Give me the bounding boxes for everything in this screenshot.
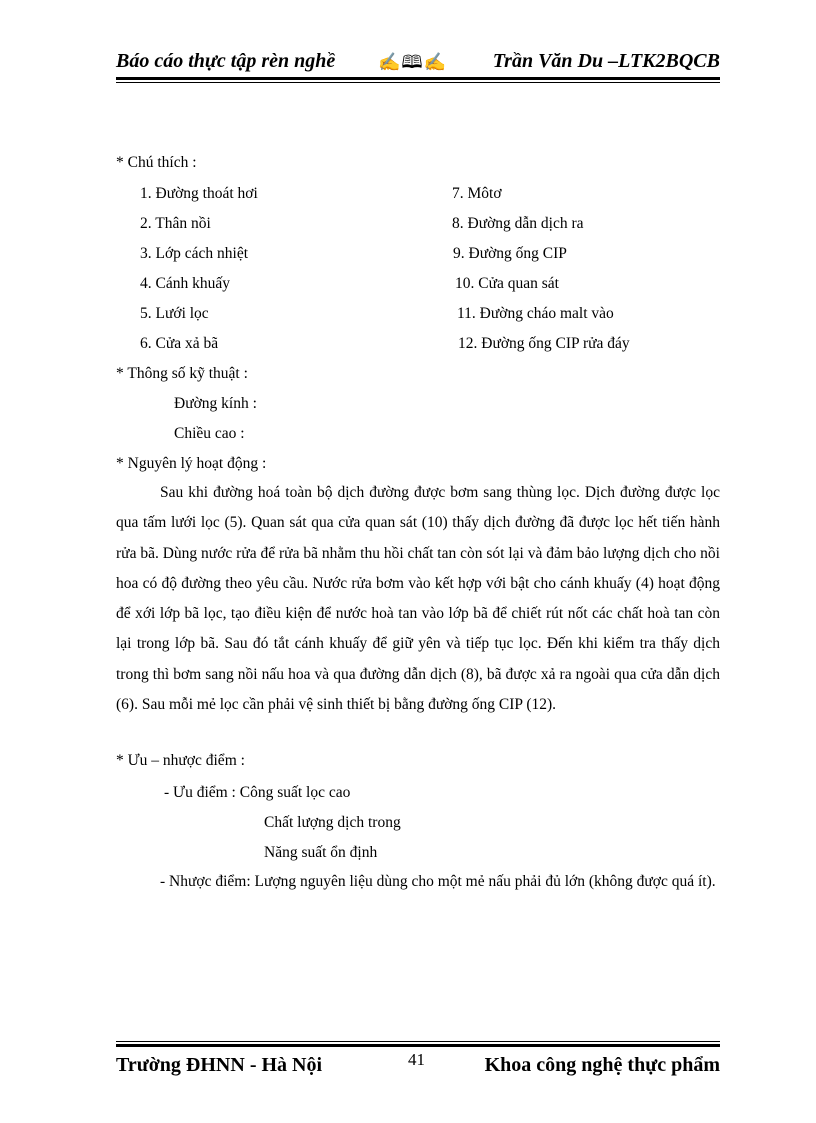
header-title: Báo cáo thực tập rèn nghề: [116, 50, 336, 72]
spec-item: Chiều cao :: [174, 425, 245, 442]
note-item: 12. Đường ống CIP rửa đáy: [458, 335, 630, 352]
note-item: 9. Đường ống CIP: [453, 245, 567, 262]
pros-item: Chất lượng dịch trong: [264, 814, 401, 831]
note-item: 4. Cánh khuấy: [140, 275, 230, 292]
pros-item: Năng suất ổn định: [264, 844, 378, 861]
notes-heading: * Chú thích :: [116, 154, 197, 171]
note-item: 10. Cửa quan sát: [455, 275, 559, 292]
note-item: 7. Môtơ: [452, 185, 502, 202]
header-rule-thin: [116, 82, 720, 83]
page-header: [116, 48, 720, 76]
pros-label: - Ưu điểm : Công suất lọc cao: [164, 784, 351, 801]
principle-heading: * Nguyên lý hoạt động :: [116, 455, 267, 472]
page-number: 41: [408, 1050, 425, 1069]
note-item: 1. Đường thoát hơi: [140, 185, 258, 202]
footer-university: Trường ĐHNN - Hà Nội: [116, 1054, 323, 1076]
note-item: 11. Đường cháo malt vào: [457, 305, 614, 322]
note-item: 6. Cửa xả bã: [140, 335, 219, 352]
pros-cons-heading: * Ưu – nhược điểm :: [116, 752, 245, 769]
note-item: 3. Lớp cách nhiệt: [140, 245, 249, 262]
header-author: Trần Văn Du –LTK2BQCB: [492, 50, 720, 72]
page-footer: [116, 1050, 720, 1080]
note-item: 2. Thân nồi: [140, 215, 211, 232]
header-ornament-icon: ✍🕮✍: [378, 52, 448, 72]
footer-faculty: Khoa công nghệ thực phẩm: [484, 1054, 720, 1076]
footer-rule-thin: [116, 1041, 720, 1042]
note-item: 5. Lưới lọc: [140, 305, 209, 322]
note-item: 8. Đường dẫn dịch ra: [452, 215, 584, 232]
spec-item: Đường kính :: [174, 395, 257, 412]
header-rule-thick: [116, 77, 720, 80]
footer-rule-thick: [116, 1044, 720, 1047]
cons-paragraph: - Nhược điểm: Lượng nguyên liệu dùng cho một mẻ nấu phải đủ lớn (không được quá ít).: [160, 873, 716, 890]
specs-heading: * Thông số kỹ thuật :: [116, 365, 248, 382]
principle-paragraph: Sau khi đường hoá toàn bộ dịch đường được bơm sang thùng lọc. Dịch đường được lọc qua tấm lưới lọc (5). Quan sát qua cửa quan sát (10) thấy dịch đường đã được lọc hết tiến hành rửa bã. Dùng nước rửa để rửa bã nhằm thu hồi chất tan còn sót lại và đảm bảo lượng dịch cho nồi hoa có độ đường theo yêu cầu. Nước rửa bơm vào kết hợp với bật cho cánh khuấy (4) hoạt động để xới lớp bã lọc, tạo điều kiện để nước hoà tan vào lớp bã để chiết rút nốt các chất hoà tan còn lại trong lớp bã. Sau đó tắt cánh khuấy để giữ yên và tiếp tục lọc. Đến khi kiểm tra thấy dịch trong thì bơm sang nồi nấu hoa và qua đường dẫn dịch (8), bã được xả ra ngoài qua cửa dẫn dịch (6). Sau mỗi mẻ lọc cần phải vệ sinh thiết bị bằng đường ống CIP (12).: [116, 484, 720, 714]
